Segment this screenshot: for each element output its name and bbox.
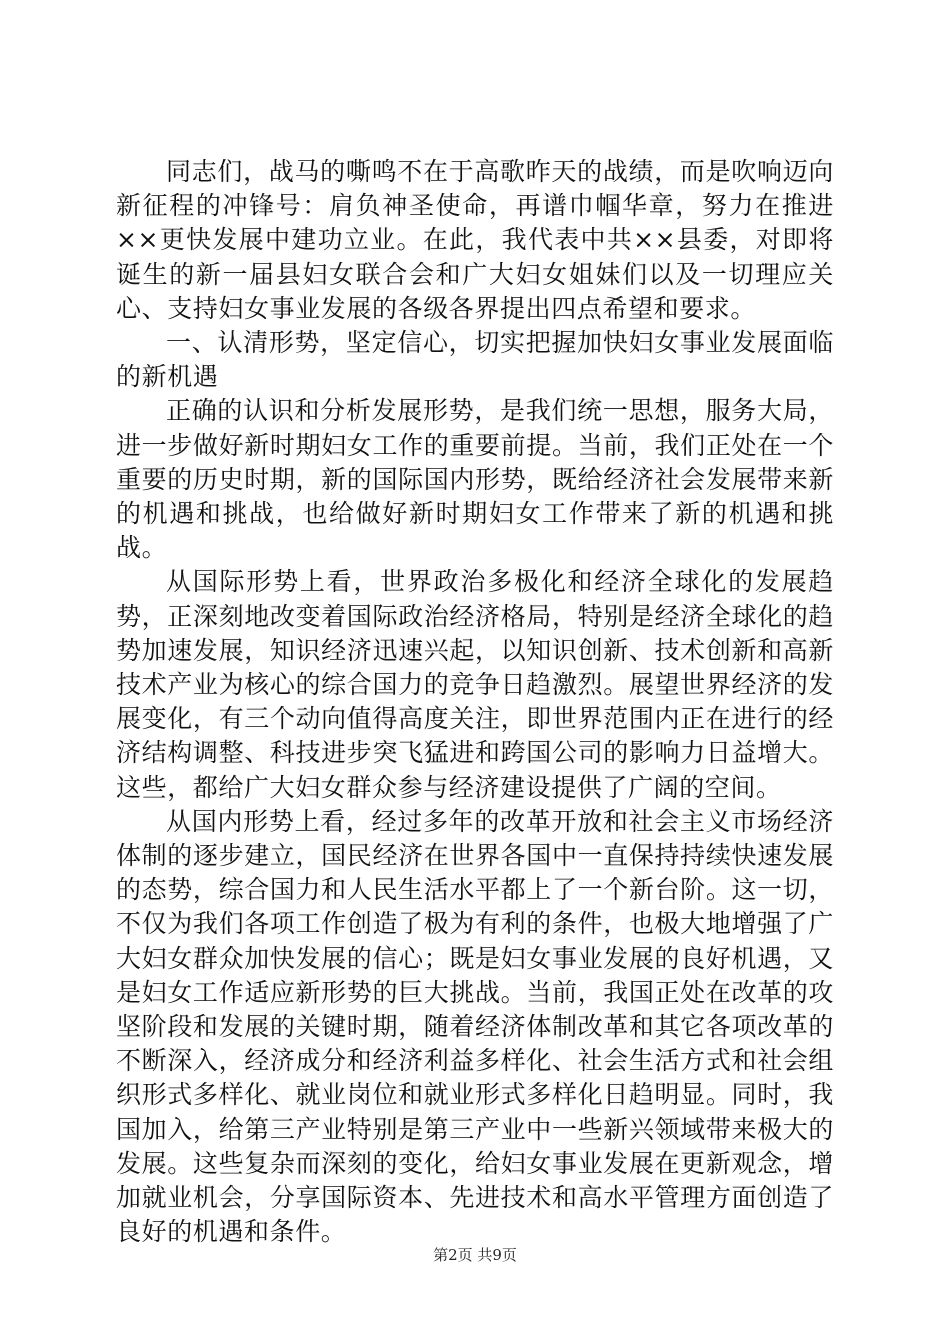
paragraph-opening: 同志们，战马的嘶鸣不在于高歌昨天的战绩，而是吹响迈向新征程的冲锋号：肩负神圣使命，再谱巾帼华章，努力在推进××更快发展中建功立业。在此，我代表中共××县委，对即将诞生的新一届县妇女联合会和广大妇女姐妹们以及一切理应关心、支持妇女事业发展的各级各界提出四点希望和要求。 [116, 157, 834, 323]
paragraph-domestic: 从国内形势上看，经过多年的改革开放和社会主义市场经济体制的逐步建立，国民经济在世界各国中一直保持持续快速发展的态势，综合国力和人民生活水平都上了一个新台阶。这一切，不仅为我们各项工作创造了极为有利的条件，也极大地增强了广大妇女群众加快发展的信心；既是妇女事业发展的良好机遇，又是妇女工作适应新形势的巨大挑战。当前，我国正处在改革的攻坚阶段和发展的关键时期，随着经济体制改革和其它各项改革的不断深入，经济成分和经济利益多样化、社会生活方式和社会组织形式多样化、就业岗位和就业形式多样化日趋明显。同时，我国加入，给第三产业特别是第三产业中一些新兴领域带来极大的发展。这些复杂而深刻的变化，给妇女事业发展在更新观念，增加就业机会，分享国际资本、先进技术和高水平管理方面创造了良好的机遇和条件。 [116, 806, 834, 1247]
document-body [116, 155, 834, 1250]
section-heading: 一、认清形势，坚定信心，切实把握加快妇女事业发展面临的新机遇 [116, 328, 834, 392]
paragraph-international: 从国际形势上看，世界政治多极化和经济全球化的发展趋势，正深刻地改变着国际政治经济格局，特别是经济全球化的趋势加速发展，知识经济迅速兴起，以知识创新、技术创新和高新技术产业为核心的综合国力的竞争日趋激烈。展望世界经济的发展变化，有三个动向值得高度关注，即世界范围内正在进行的经济结构调整、科技进步突飞猛进和跨国公司的影响力日益增大。这些，都给广大妇女群众参与经济建设提供了广阔的空间。 [116, 567, 834, 802]
paragraph-situation: 正确的认识和分析发展形势，是我们统一思想，服务大局，进一步做好新时期妇女工作的重要前提。当前，我们正处在一个重要的历史时期，新的国际国内形势，既给经济社会发展带来新的机遇和挑战，也给做好新时期妇女工作带来了新的机遇和挑战。 [116, 396, 834, 563]
page-number-footer: 第2页 共9页 [433, 1246, 517, 1264]
